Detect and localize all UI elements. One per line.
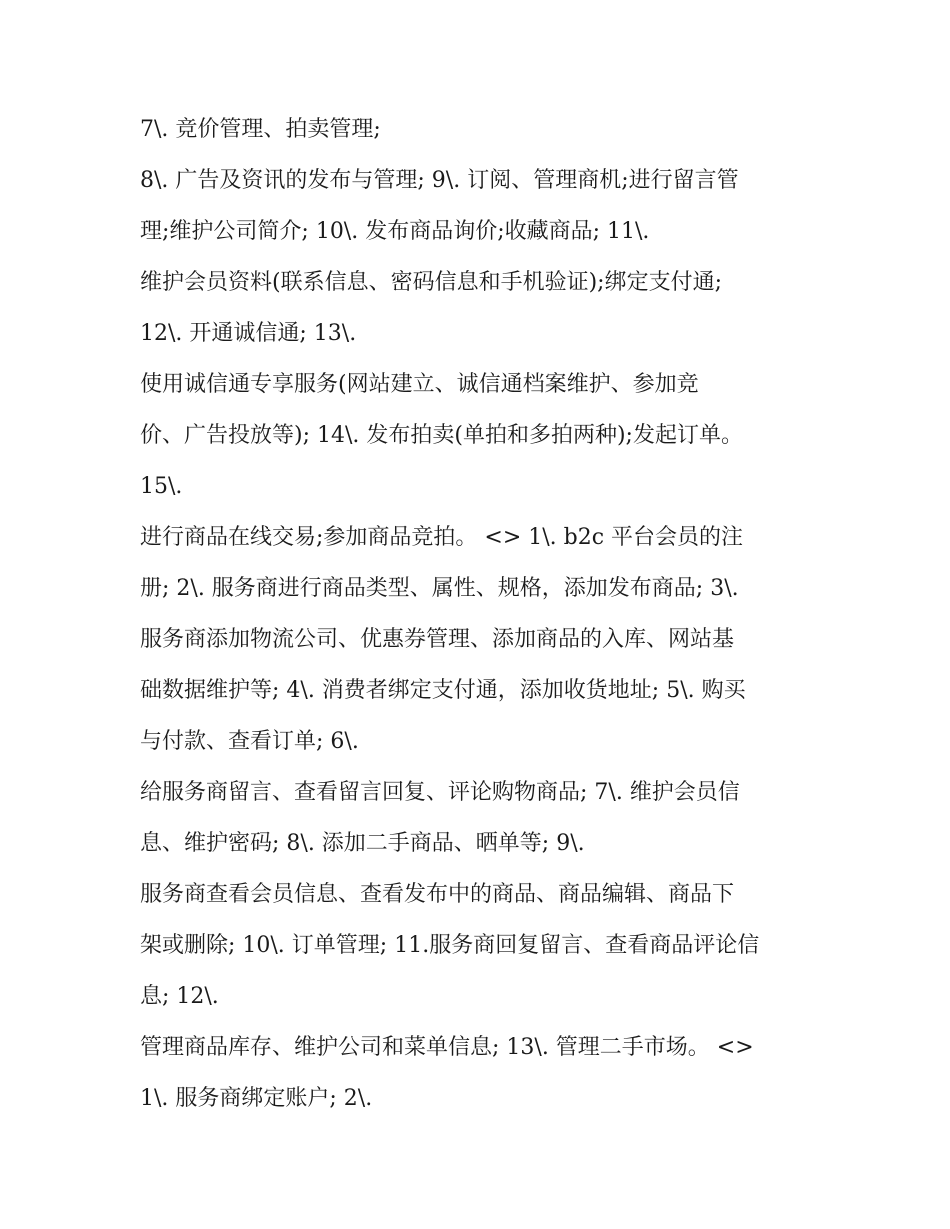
text-line: 7\. 竞价管理、拍卖管理;	[140, 117, 381, 142]
text-line: 册; 2\. 服务商进行商品类型、属性、规格，添加发布商品; 3\.	[140, 576, 739, 601]
text-line: 使用诚信通专享服务(网站建立、诚信通档案维护、参加竞	[140, 372, 699, 397]
text-line: 1\. 服务商绑定账户; 2\.	[140, 1086, 373, 1111]
text-line: 息、维护密码; 8\. 添加二手商品、晒单等; 9\.	[140, 831, 585, 856]
text-line: 维护会员资料(联系信息、密码信息和手机验证);绑定支付通;	[140, 270, 722, 295]
text-line: 服务商查看会员信息、查看发布中的商品、商品编辑、商品下	[140, 882, 735, 907]
text-line: 息; 12\.	[140, 984, 219, 1009]
text-line: 12\. 开通诚信通; 13\.	[140, 321, 357, 346]
text-line: 架或删除; 10\. 订单管理; 11.服务商回复留言、查看商品评论信	[140, 933, 760, 958]
text-line: 理;维护公司简介; 10\. 发布商品询价;收藏商品; 11\.	[140, 219, 650, 244]
text-line: 础数据维护等; 4\. 消费者绑定支付通，添加收货地址; 5\. 购买	[140, 678, 746, 703]
text-line: 与付款、查看订单; 6\.	[140, 729, 359, 754]
text-line: 给服务商留言、查看留言回复、评论购物商品; 7\. 维护会员信	[140, 780, 740, 805]
text-line: 8\. 广告及资讯的发布与管理; 9\. 订阅、管理商机;进行留言管	[140, 168, 739, 193]
text-line: 管理商品库存、维护公司和菜单信息; 13\. 管理二手市场。 <>	[140, 1035, 754, 1060]
text-line: 价、广告投放等); 14\. 发布拍卖(单拍和多拍两种);发起订单。	[140, 423, 743, 448]
text-line: 进行商品在线交易;参加商品竞拍。 <> 1\. b2c 平台会员的注	[140, 525, 744, 550]
text-line: 15\.	[140, 474, 183, 499]
text-line: 服务商添加物流公司、优惠券管理、添加商品的入库、网站基	[140, 627, 735, 652]
document-body	[140, 104, 820, 1124]
